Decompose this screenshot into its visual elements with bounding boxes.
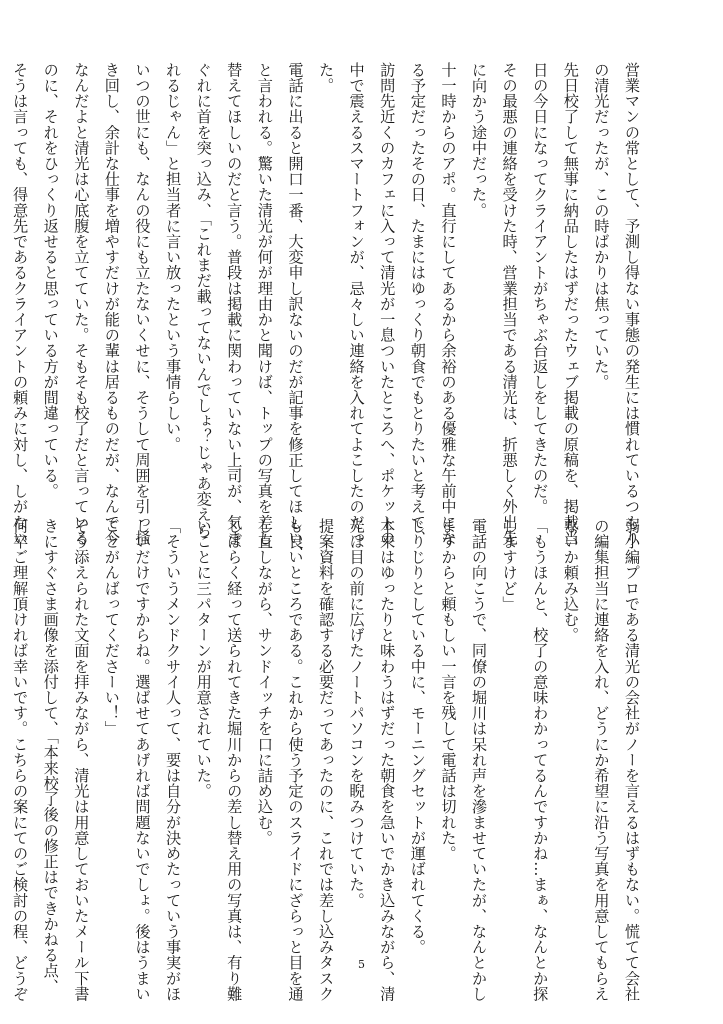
text-column: そう添えられた文面を拝みながら、清光は用意しておいたメール下書 — [72, 518, 91, 1002]
text-column: いことに三パターンが用意されていた。 — [194, 518, 213, 799]
bottom-text-block — [0, 518, 647, 1002]
text-column: 日の今日になってクライアントがちゃぶ台返しをしてきたのだ。 — [531, 62, 550, 515]
text-column: に向かう途中だった。 — [470, 62, 489, 218]
text-column: の編集担当に連絡を入れ、どうにか希望に沿う写真を用意してもらえ — [592, 518, 611, 1002]
text-column: しますけど」 — [500, 518, 519, 612]
text-column: ことがんばってくださーい！」 — [102, 518, 121, 737]
text-column — [0, 518, 5, 950]
page-number: 5 — [358, 958, 365, 971]
text-column: 提案資料を確認する必要だってあったのに、これでは差し込みタスク — [317, 518, 336, 1002]
text-column: れるじゃん」と担当者に言い放ったという事情らしい。 — [164, 62, 183, 452]
text-column: 「もうほんと、校了の意味わかってるんですかね…まぁ、なんとか探 — [531, 518, 550, 1002]
text-column: 訪問先近くのカフェに入って清光が一息ついたところへ、ポケットの — [378, 62, 397, 546]
top-text-block — [5, 62, 647, 562]
text-column: し直しながら、サンドイッチを口に詰め込む。 — [255, 518, 274, 846]
text-column: ないか頼み込む。 — [561, 518, 580, 643]
text-column: と言われる。驚いた清光が何が理由かと聞けば、トップの写真を差し — [255, 62, 274, 546]
text-column: る予定だったその日、たまにはゆっくり朝食でもとりたいと考えて、 — [408, 62, 427, 546]
text-column: 電話に出ると開口一番、大変申し訳ないのだが記事を修正してほしい、 — [286, 62, 305, 562]
text-column: の清光だったが、この時ばかりは焦っていた。 — [592, 62, 611, 390]
text-column: ぐれに首を突っ込み、「これまだ載ってないんでしょ？じゃあ変えら — [194, 62, 213, 538]
text-column: そうは言っても、得意先であるクライアントの頼みに対し、しがない — [11, 62, 30, 546]
text-column: いつの世にも、なんの役にも立たないくせに、そうして周囲を引っ掻 — [133, 62, 152, 546]
text-column: 光は目の前に広げたノートパソコンを睨みつけていた。 — [347, 518, 366, 908]
text-column: その最悪の連絡を受けた時、営業担当である清光は、折悪しく外出先 — [500, 62, 519, 546]
text-column: 替えてほしいのだと言う。普段は掲載に関わっていない上司が、気ま — [225, 62, 244, 546]
text-column: き回し、余計な仕事を増やすだけが能の輩は居るものだが、なんで今 — [102, 62, 121, 546]
text-column: しいだけですからね。選ばせてあげれば問題ないでしょ。後はうまい — [133, 518, 152, 1002]
text-column: ますからと頼もしい一言を残して電話は切れた。 — [439, 518, 458, 862]
text-column: 先日校了して無事に納品したはずだったウェブ掲載の原稿を、掲載当 — [561, 62, 580, 546]
text-column: のに、それをひっくり返せると思っている方が間違っている。 — [41, 62, 60, 499]
text-column: なんだよと清光は心底腹を立てていた。そもそも校了だと言っている — [72, 62, 91, 546]
text-column: 営業マンの常として、予測し得ない事態の発生には慣れているつもり — [623, 62, 641, 546]
text-column: 何卒ご理解頂ければ幸いです。こちらの案にてのご検討の程、どうぞ — [11, 518, 30, 1002]
text-column: しばらく経って送られてきた堀川からの差し替え用の写真は、有り難 — [225, 518, 244, 1002]
text-column: 中で震えるスマートフォンが、忌々しい連絡を入れてよこしたのだっ — [347, 62, 366, 546]
text-column: た。 — [317, 62, 336, 94]
text-column: 十一時からのアポ。直行にしてあるから余裕のある優雅な午前中にな — [439, 62, 458, 546]
text-column: も良いところである。これから使う予定のスライドにざらっと目を通 — [286, 518, 305, 1002]
text-column: 本来はゆったりと味わうはずだった朝食を急いでかき込みながら、清 — [378, 518, 397, 1002]
text-column: 電話の向こうで、同僚の堀川は呆れ声を滲ませていたが、なんとかし — [470, 518, 489, 1002]
text-column: じりじりとしている中に、モーニングセットが運ばれてくる。 — [408, 518, 427, 955]
text-column: 「そういうメンドクサイ人って、要は自分が決めたっていう事実がほ — [164, 518, 183, 1002]
text-column: 弱小編プロである清光の会社がノーを言えるはずもない。慌てて会社 — [623, 518, 641, 1002]
text-column: きにすぐさま画像を添付して、「本来校了後の修正はできかねる点、 — [41, 518, 60, 994]
